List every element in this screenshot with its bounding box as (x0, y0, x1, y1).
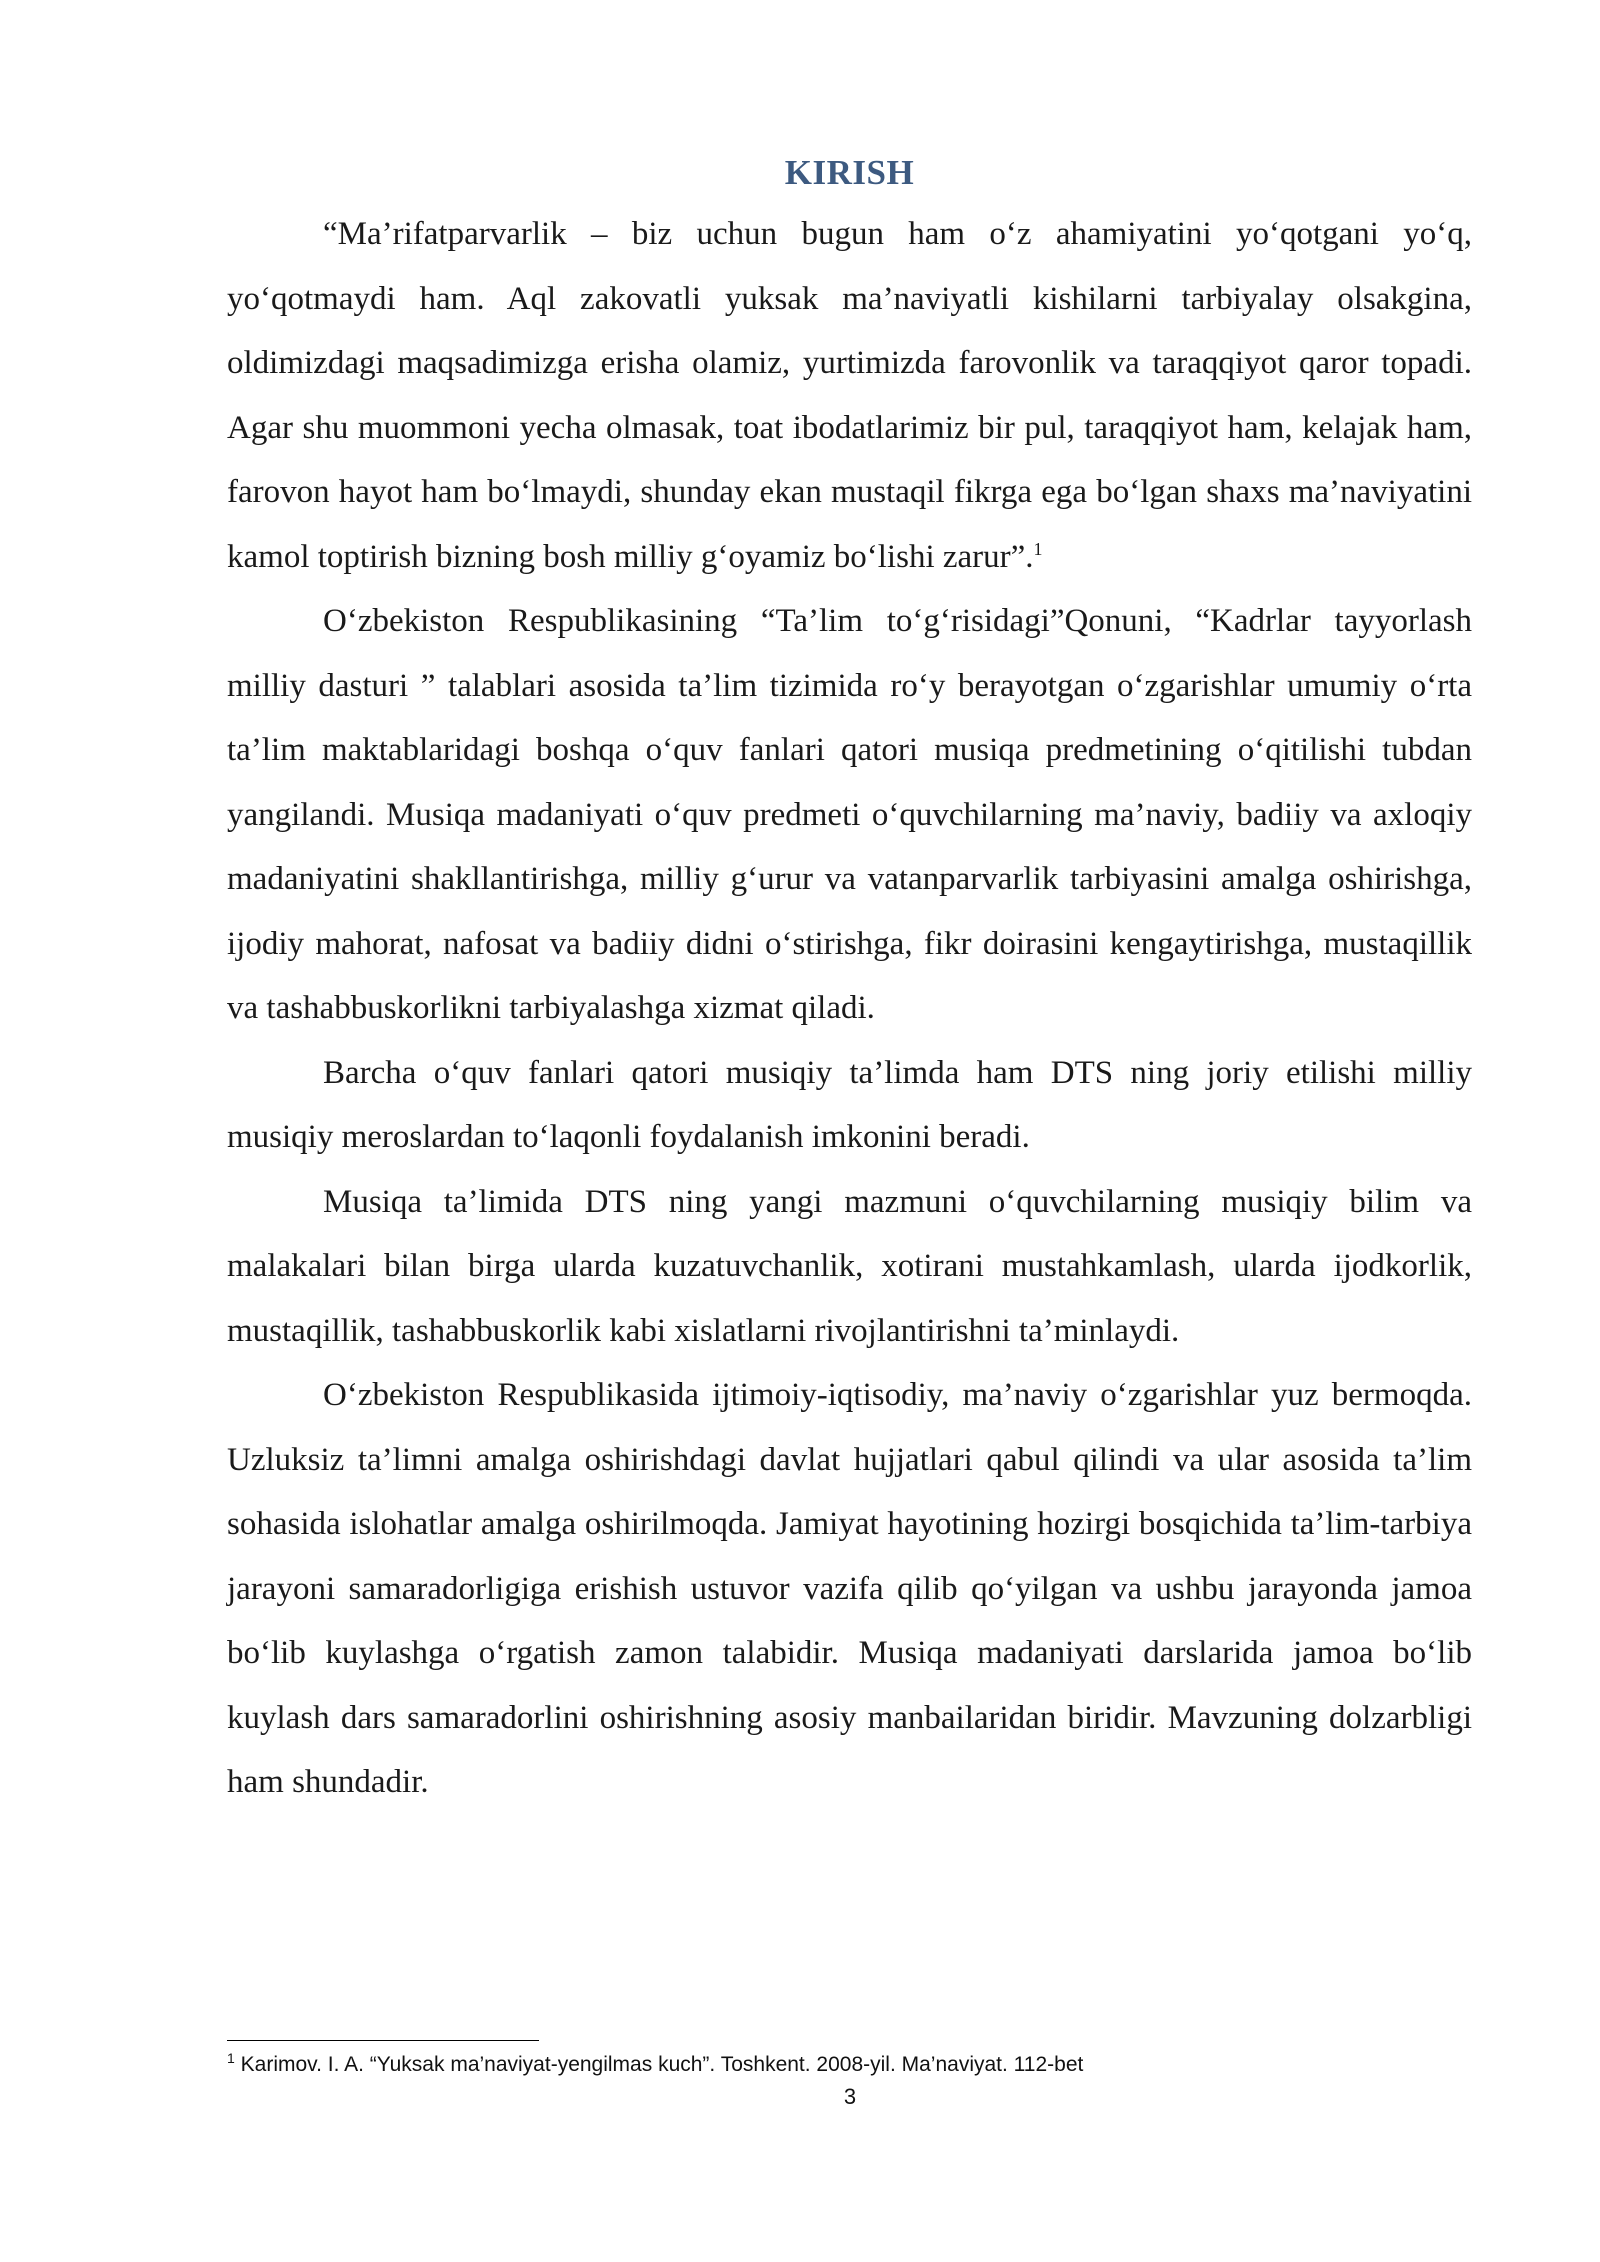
paragraph-2: O‘zbekiston Respublikasining “Ta’lim to‘g‘risidagi”Qonuni, “Kadrlar tayyorlash milliy dasturi ” talablari asosida ta’lim tizimida ro‘y berayotgan o‘zgarishlar umumiy o‘rta ta’lim maktablaridagi boshqa o‘quv fanlari qatori musiqa predmetining o‘qitilishi tubdan yangilandi. Musiqa madaniyati o‘quv predmeti o‘quvchilarning ma’naviy, badiiy va axloqiy madaniyatini shakllantirishga, milliy g‘urur va vatanparvarlik tarbiyasini amalga oshirishga, ijodiy mahorat, nafosat va badiiy didni o‘stirishga, fikr doirasini kengaytirishga, mustaqillik va tashabbuskorlikni tarbiyalashga xizmat qiladi. (227, 603, 1472, 1026)
page-number: 3 (843, 2084, 857, 2109)
paragraph-4: Musiqa ta’limida DTS ning yangi mazmuni o‘quvchilarning musiqiy bilim va malakalari bilan birga ularda kuzatuvchanlik, xotirani mustahkamlash, ularda ijodkorlik, mustaqillik, tashabbuskorlik kabi xislatlarni rivojlantirishni ta’minlaydi. (227, 1183, 1472, 1349)
footnote-marker: 1 (227, 2050, 235, 2066)
paragraph-quote (227, 202, 1472, 589)
page-body (227, 148, 1472, 1815)
footnote-text: Karimov. I. A. “Yuksak ma’naviyat-yengilmas kuch”. Toshkent. 2008-yil. Ma’naviyat. 112-bet (240, 2053, 1084, 2076)
paragraph-5: O‘zbekiston Respublikasida ijtimoiy-iqtisodiy, ma’naviy o‘zgarishlar yuz bermoqda. Uzluksiz ta’limni amalga oshirishdagi davlat hujjatlari qabul qilindi va ular asosida ta’lim sohasida islohatlar amalga oshirilmoqda. Jamiyat hayotining hozirgi bosqichida ta’lim-tarbiya jarayoni samaradorligiga erishish ustuvor vazifa qilib qo‘yilgan va ushbu jarayonda jamoa bo‘lib kuylashga o‘rgatish zamon talabidir. Musiqa madaniyati darslarida jamoa bo‘lib kuylash dars samaradorlini oshirishning asosiy manbailaridan biridir. Mavzuning dolzarbligi ham shundadir. (227, 1377, 1472, 1800)
footnote (227, 2050, 1472, 2080)
footnote-separator (227, 2040, 539, 2041)
footnote-reference[interactable]: 1 (1033, 538, 1043, 559)
paragraph-3: Barcha o‘quv fanlari qatori musiqiy ta’limda ham DTS ning joriy etilishi milliy musiqiy meroslardan to‘laqonli foydalanish imkonini beradi. (227, 1054, 1472, 1155)
page-title: KIRISH (784, 153, 915, 192)
paragraph-quote-text: “Ma’rifatparvarlik – biz uchun bugun ham o‘z ahamiyatini yo‘qotgani yo‘q, yo‘qotmaydi ham. Aql zakovatli yuksak ma’naviyatli kishilarni tarbiyalay olsakgina, oldimizdagi maqsadimizga erisha olamiz, yurtimizda farovonlik va taraqqiyot qaror topadi. Agar shu muommoni yecha olmasak, toat ibodatlarimiz bir pul, taraqqiyot ham, kelajak ham, farovon hayot ham bo‘lmaydi, shunday ekan mustaqil fikrga ega bo‘lgan shaxs ma’naviyatini kamol toptirish bizning bosh milliy g‘oyamiz bo‘lishi zarur”. (227, 216, 1472, 575)
